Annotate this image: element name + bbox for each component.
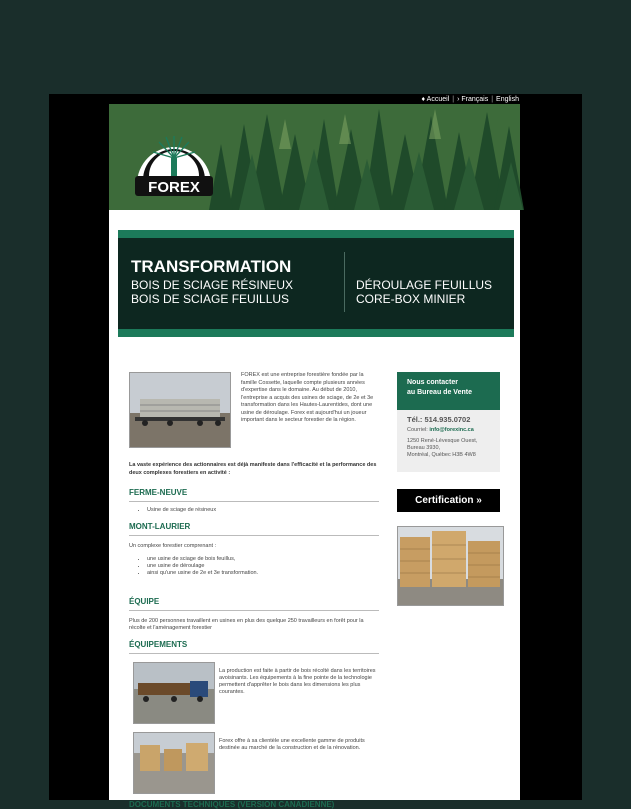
page-frame — [49, 94, 582, 809]
address-line: Montréal, Québec H3B 4W8 — [407, 452, 476, 458]
logo-text: FOREX — [148, 179, 200, 196]
email-link[interactable]: info@forexinc.ca — [429, 427, 474, 433]
section-divider — [129, 501, 379, 502]
banner-right-line: DÉROULAGE FEUILLUS — [356, 278, 493, 292]
equipements-text-2: Forex offre à sa clientèle une excellente gamme de produits destinée au marché de la construction et de la rénovation. — [219, 738, 365, 751]
page-content — [109, 104, 520, 809]
intro-photo — [129, 372, 231, 448]
contact-header-line: au Bureau de Vente — [407, 389, 472, 396]
list-item: • ainsi qu'une usine de 2e et 3e transformation. — [147, 570, 258, 577]
list-item: • une usine de sciage de bois feuillus, — [147, 556, 258, 563]
section-divider — [129, 610, 379, 611]
nav-separator: | — [452, 96, 455, 103]
section-title-documents[interactable]: DOCUMENTS TECHNIQUES (VERSION CANADIENNE) — [129, 800, 335, 809]
section-title-equipe: ÉQUIPE — [129, 597, 160, 606]
nav-french-link[interactable]: › Français — [457, 96, 489, 103]
list-item: • Usine de sciage de résineux — [147, 507, 216, 514]
contact-email-row — [407, 427, 500, 434]
intro-bold-text: La vaste expérience des actionnaires est déjà manifeste dans l'efficacité et la performance des deux complexes forestiers en activité : — [129, 462, 377, 476]
address-line: Bureau 3930, — [407, 445, 441, 451]
address-line: 1250 René-Lévesque Ouest, — [407, 438, 478, 444]
banner-stripe-top — [118, 230, 514, 238]
banner-stripe-bottom — [118, 329, 514, 337]
nav-home-link[interactable]: ♦ Accueil — [421, 96, 450, 103]
certification-button[interactable]: Certification » — [397, 489, 500, 512]
transformation-banner — [118, 230, 514, 337]
equipment-photo-truck — [133, 662, 215, 724]
email-label: Courriel: — [407, 427, 430, 433]
section-divider — [129, 653, 379, 654]
contact-header — [397, 372, 500, 410]
intro-text: FOREX est une entreprise forestière fondée par la famille Cossette, laquelle compte plusieurs années d'expertise dans le domaine. Au début de 2010, l'entreprise a acquis des usines de sciage, de 2e et 3e transformation dans les Hautes-Laurentides, dont une usine de déroulage. Forex est aujourd'hui un joueur important dans le secteur forestier de la région. — [241, 372, 374, 423]
forex-logo[interactable] — [129, 114, 219, 200]
equipements-text-1: La production est faite à partir de bois récolté dans les territoires avoisinants. Les équipements à la fine pointe de la technologie permettent d'apprêter le bois dans les dimensions les plus courantes. — [219, 668, 376, 695]
banner-divider — [344, 252, 345, 312]
section-title-equipements: ÉQUIPEMENTS — [129, 640, 188, 649]
banner-left-line: BOIS DE SCIAGE FEUILLUS — [131, 292, 290, 306]
ferme-neuve-list — [129, 507, 216, 514]
equipment-photo-lumber — [133, 732, 215, 794]
mont-laurier-text: Un complexe forestier comprenant : — [129, 543, 217, 549]
nav-english-link[interactable]: English — [496, 96, 519, 103]
contact-header-line: Nous contacter — [407, 379, 458, 386]
contact-phone[interactable]: Tél.: 514.935.0702 — [407, 415, 471, 424]
banner-right-list — [356, 278, 492, 306]
contact-box — [397, 410, 500, 472]
mont-laurier-list — [129, 556, 258, 577]
section-title-ferme-neuve: FERME-NEUVE — [129, 488, 188, 497]
banner-left-line: BOIS DE SCIAGE RÉSINEUX — [131, 278, 294, 292]
contact-address — [407, 438, 500, 459]
banner-title: TRANSFORMATION — [131, 257, 292, 276]
nav-separator: | — [491, 96, 494, 103]
equipe-text: Plus de 200 personnes travaillent en usines en plus des quelque 250 travailleurs en forêt pour la récolte et l'aménagement forestier — [129, 618, 364, 631]
banner-left-list — [131, 278, 293, 306]
section-title-mont-laurier: MONT-LAURIER — [129, 522, 191, 531]
list-item: • une usine de déroulage — [147, 563, 258, 570]
lumber-stack-photo — [397, 526, 504, 606]
banner-right-line: CORE-BOX MINIER — [356, 292, 466, 306]
section-divider — [129, 535, 379, 536]
header-forest-banner — [109, 104, 520, 210]
